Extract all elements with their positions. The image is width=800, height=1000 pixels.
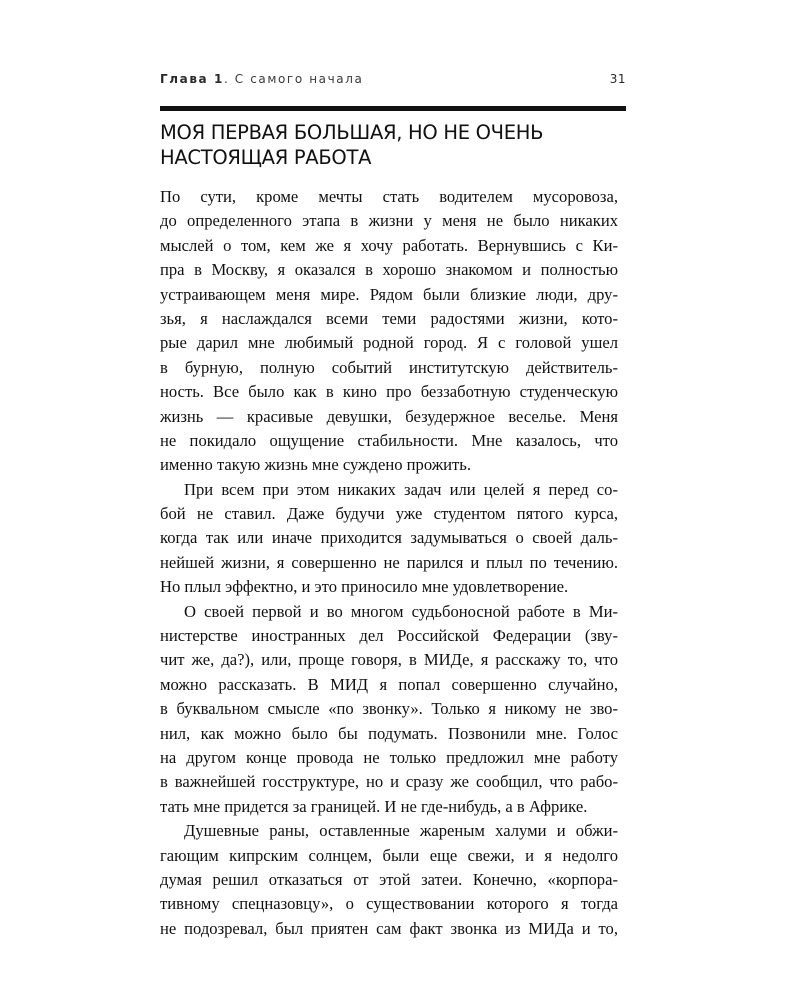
body-text xyxy=(160,185,618,941)
text-line: жизнь — красивые девушки, безудержное веселье. Меня xyxy=(160,406,618,426)
section-rule xyxy=(160,106,626,111)
text-line: По сути, кроме мечты стать водителем мусоровоза, xyxy=(160,187,618,206)
text-line: При всем при этом никаких задач или целей я перед со- xyxy=(184,479,618,499)
text-line: тивному спецназовцу», о существовании которого я тогда xyxy=(160,894,618,914)
text-line: рые дарил мне любимый родной город. Я с головой ушел xyxy=(160,333,618,353)
chapter-label: Глава 1 xyxy=(160,72,224,86)
text-line: чит же, да?), или, проще говоря, в МИДе, я расскажу то, что xyxy=(160,650,618,670)
section-title-line: НАСТОЯЩАЯ РАБОТА xyxy=(160,146,372,169)
chapter-separator: . xyxy=(223,72,235,86)
text-line: гающим кипрским солнцем, были еще свежи, и я недолго xyxy=(160,845,618,865)
text-line: именно такую жизнь мне суждено прожить. xyxy=(160,455,472,475)
text-line: когда так или иначе приходится задумываться о своей даль- xyxy=(160,528,618,548)
text-line: нистерстве иностранных дел Российской Федерации (зву- xyxy=(160,626,618,646)
text-line: мыслей о том, кем же я хочу работать. Вернувшись с Ки- xyxy=(160,235,618,255)
text-line: на другом конце провода не только предложил мне работу xyxy=(160,747,618,767)
text-line: устраивающем меня мире. Рядом были близкие люди, дру- xyxy=(160,284,618,304)
text-line: бой не ставил. Даже будучи уже студентом пятого курса, xyxy=(160,504,618,524)
text-line: Душевные раны, оставленные жареным халуми и обжи- xyxy=(184,821,618,841)
text-line: можно рассказать. В МИД я попал совершенно случайно, xyxy=(160,674,618,694)
running-head xyxy=(160,72,626,92)
text-line: нил, как можно было бы подумать. Позвонили мне. Голос xyxy=(160,723,618,743)
text-line: ность. Все было как в кино про беззаботную студенческую xyxy=(160,382,618,402)
text-line: в буквальном смысле «по звонку». Только я никому не зво- xyxy=(160,699,618,719)
page-number: 31 xyxy=(609,72,626,86)
text-line: О своей первой и во многом судьбоносной работе в Ми- xyxy=(184,601,618,621)
text-line: нейшей жизни, я совершенно не парился и плыл по течению. xyxy=(160,552,618,572)
section-title xyxy=(160,120,626,170)
text-line: думая решил отказаться от этой затеи. Конечно, «корпора- xyxy=(160,869,618,889)
text-line: пра в Москву, я оказался в хорошо знакомом и полностью xyxy=(160,260,618,280)
text-line: до определенного этапа в жизни у меня не было никаких xyxy=(160,211,618,231)
section-title-line: МОЯ ПЕРВАЯ БОЛЬШАЯ, НО НЕ ОЧЕНЬ xyxy=(160,121,544,144)
text-line: тать мне придется за границей. И не где-нибудь, а в Африке. xyxy=(160,796,588,816)
text-line: зья, я наслаждался всеми теми радостями жизни, кото- xyxy=(160,308,618,328)
text-line: в бурную, полную событий институтскую действитель- xyxy=(160,357,618,377)
text-line: в важнейшей госструктуре, но и сразу же сообщил, что рабо- xyxy=(160,772,618,792)
text-line: Но плыл эффектно, и это приносило мне удовлетворение. xyxy=(160,577,569,597)
text-line: не подозревал, был приятен сам факт звонка из МИДа и то, xyxy=(160,918,618,938)
text-line: не покидало ощущение стабильности. Мне казалось, что xyxy=(160,430,618,450)
chapter-title: С самого начала xyxy=(234,72,364,86)
